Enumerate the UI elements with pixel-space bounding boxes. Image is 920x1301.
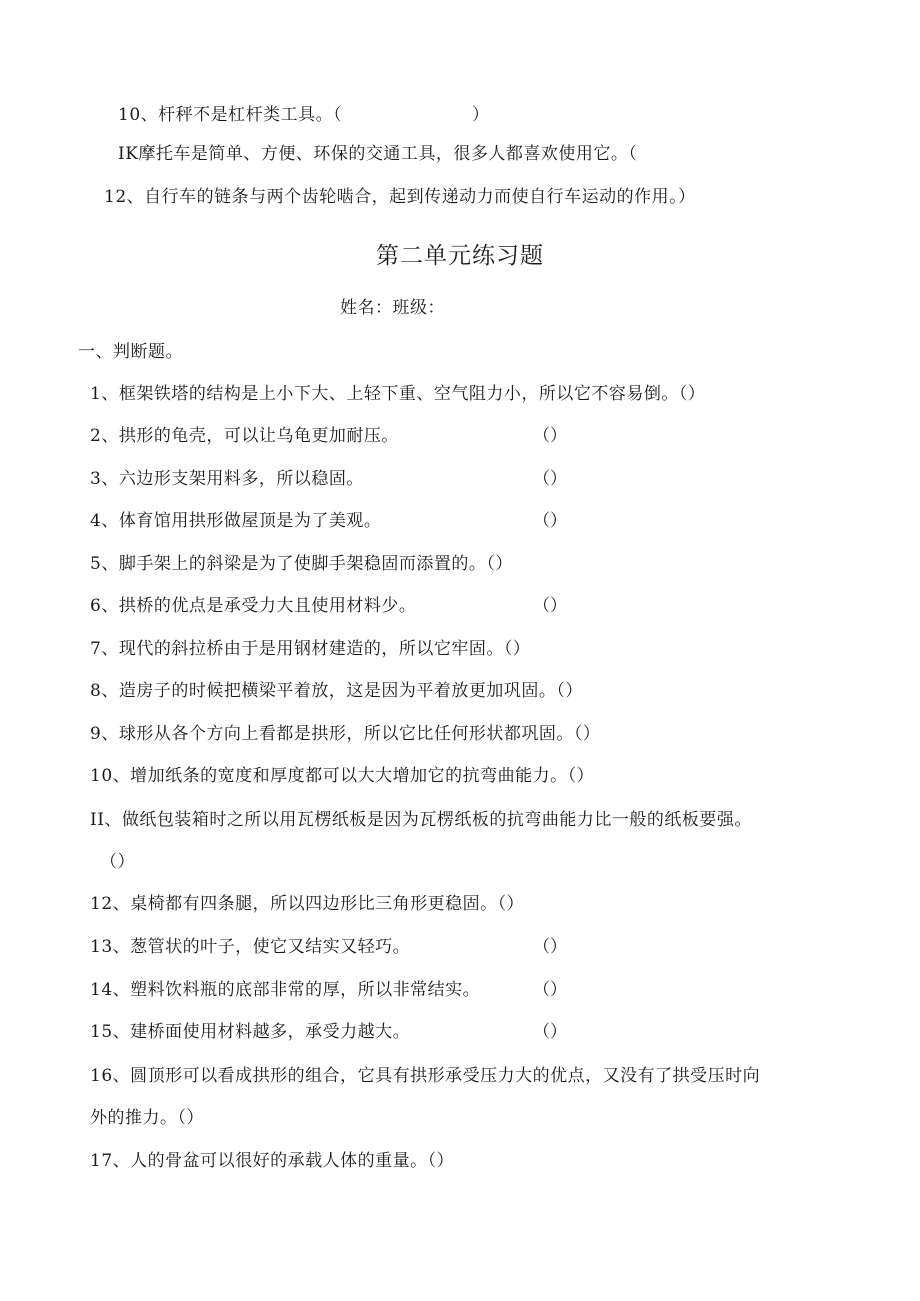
question-14-answer-paren: （） [533, 980, 567, 1000]
question-1: 1、框架铁塔的结构是上小下大、上轻下重、空气阻力小，所以它不容易倒。（） [90, 384, 706, 404]
top-item-11: IK摩托车是简单、方便、环保的交通工具，很多人都喜欢使用它。（ [118, 144, 638, 164]
question-8: 8、造房子的时候把横梁平着放，这是因为平着放更加巩固。（） [90, 681, 583, 701]
question-2-answer-paren: （） [533, 426, 567, 446]
question-5: 5、脚手架上的斜梁是为了使脚手架稳固而添置的。（） [90, 554, 513, 574]
question-13-answer-paren: （） [533, 937, 567, 957]
top-item-12: 12、自行车的链条与两个齿轮啮合，起到传递动力而使自行车运动的作用。） [104, 187, 696, 207]
question-11: II、做纸包装箱时之所以用瓦楞纸板是因为瓦楞纸板的抗弯曲能力比一般的纸板要强。 [90, 810, 752, 830]
top-item-10-close-paren: ） [472, 105, 489, 125]
question-12: 12、桌椅都有四条腿，所以四边形比三角形更稳固。（） [90, 894, 525, 914]
question-15-answer-paren: （） [533, 1022, 567, 1042]
question-11-continuation: （） [100, 852, 135, 872]
question-6-answer-paren: （） [533, 596, 567, 616]
name-class-line: 姓名：班级： [340, 298, 445, 318]
question-3: 3、六边形支架用料多，所以稳固。 [90, 469, 364, 489]
question-14: 14、塑料饮料瓶的底部非常的厚，所以非常结实。 [90, 980, 481, 1000]
question-3-answer-paren: （） [533, 469, 567, 489]
top-item-10 [118, 104, 342, 126]
question-16-continuation: 外的推力。（） [90, 1108, 204, 1128]
question-4: 4、体育馆用拱形做屋顶是为了美观。 [90, 511, 382, 531]
question-17: 17、人的骨盆可以很好的承载人体的重量。（） [90, 1151, 455, 1171]
page-title: 第二单元练习题 [376, 243, 544, 269]
question-6: 6、拱桥的优点是承受力大且使用材料少。 [90, 596, 417, 616]
question-13: 13、葱管状的叶子，使它又结实又轻巧。 [90, 937, 411, 957]
question-4-answer-paren: （） [533, 511, 567, 531]
section-heading: 一、判断题。 [78, 342, 183, 362]
question-7: 7、现代的斜拉桥由于是用钢材建造的，所以它牢固。（） [90, 639, 531, 659]
question-10: 10、增加纸条的宽度和厚度都可以大大增加它的抗弯曲能力。（） [90, 766, 595, 786]
question-9: 9、球形从各个方向上看都是拱形，所以它比任何形状都巩固。（） [90, 724, 601, 744]
question-16: 16、圆顶形可以看成拱形的组合，它具有拱形承受压力大的优点，又没有了拱受压时向 [90, 1066, 761, 1086]
top-item-10-text: 10、杆秤不是杠杆类工具。（ [118, 105, 343, 125]
question-15: 15、建桥面使用材料越多，承受力越大。 [90, 1022, 411, 1042]
question-2: 2、拱形的龟壳，可以让乌龟更加耐压。 [90, 426, 399, 446]
